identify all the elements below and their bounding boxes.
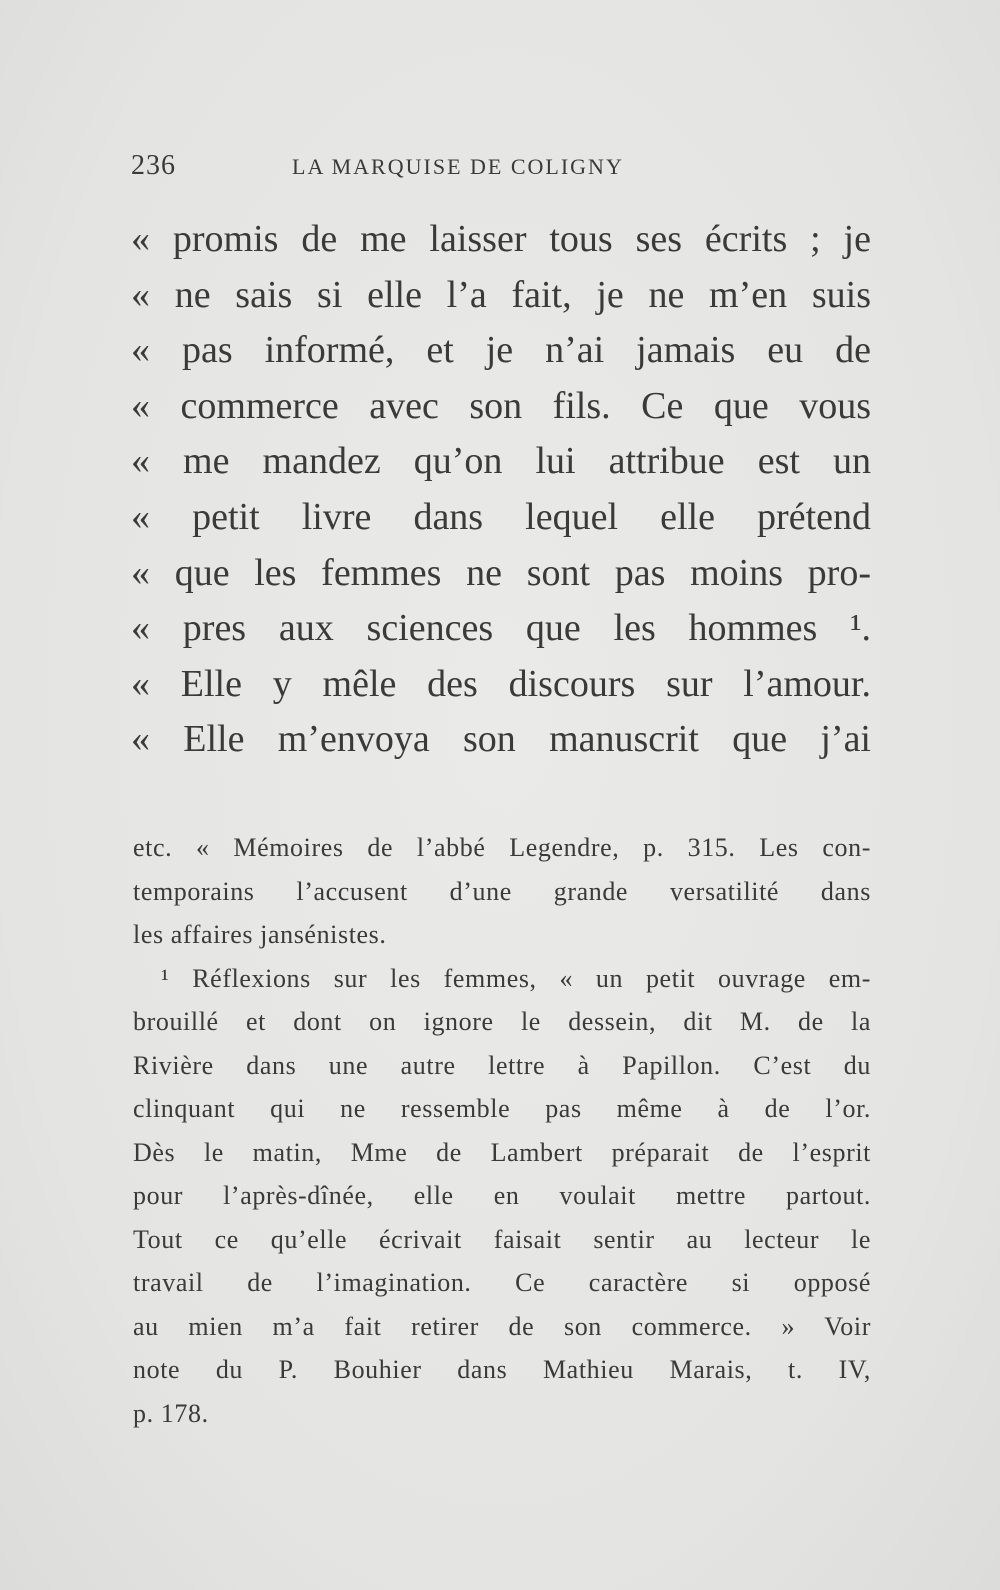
body-line: « commerce avec son fils. Ce que vous xyxy=(131,384,871,427)
footnote-line: clinquant qui ne ressemble pas même à de l’or. xyxy=(133,1094,871,1123)
body-line: « pas informé, et je n’ai jamais eu de xyxy=(131,329,871,372)
footnote-line: p. 178. xyxy=(133,1398,209,1428)
footnote-line: note du P. Bouhier dans Mathieu Marais, t. IV, xyxy=(133,1355,871,1384)
body-text xyxy=(131,212,871,768)
footnote-line: les affaires jansénistes. xyxy=(133,920,387,949)
body-line: « petit livre dans lequel elle prétend xyxy=(131,495,871,538)
body-line: « pres aux sciences que les hommes ¹. xyxy=(131,607,871,650)
body-line: « ne sais si elle l’a fait, je ne m’en suis xyxy=(131,273,871,316)
page-number: 236 xyxy=(131,150,176,181)
footnote-line: temporains l’accusent d’une grande versatilité dans xyxy=(133,876,871,906)
body-line: « promis de me laisser tous ses écrits ; je xyxy=(131,218,871,260)
footnote-line: Dès le matin, Mme de Lambert préparait de l’esprit xyxy=(133,1137,871,1167)
footnote-line: etc. « Mémoires de l’abbé Legendre, p. 315. Les con- xyxy=(133,833,871,862)
footnote-line: Rivière dans une autre lettre à Papillon. C’est du xyxy=(133,1050,871,1080)
footnote-line: travail de l’imagination. Ce caractère si opposé xyxy=(133,1268,871,1297)
footnote-line: au mien m’a fait retirer de son commerce. » Voir xyxy=(133,1311,871,1341)
footnote-line: pour l’après-dînée, elle en voulait mettre partout. xyxy=(133,1181,871,1210)
body-line: « que les femmes ne sont pas moins pro- xyxy=(131,551,871,594)
footnote-line: ¹ Réflexions sur les femmes, « un petit ouvrage em- xyxy=(161,963,871,993)
running-head xyxy=(131,150,871,186)
body-line: « Elle y mêle des discours sur l’amour. xyxy=(131,662,871,705)
footnote-line: Tout ce qu’elle écrivait faisait sentir au lecteur le xyxy=(133,1224,871,1254)
footnotes xyxy=(133,826,871,1435)
footnote-line: brouillé et dont on ignore le dessein, dit M. de la xyxy=(133,1007,871,1036)
body-line: « me mandez qu’on lui attribue est un xyxy=(131,440,871,483)
body-line: « Elle m’envoya son manuscrit que j’ai xyxy=(131,718,871,761)
running-title: LA MARQUISE DE COLIGNY xyxy=(292,154,624,179)
